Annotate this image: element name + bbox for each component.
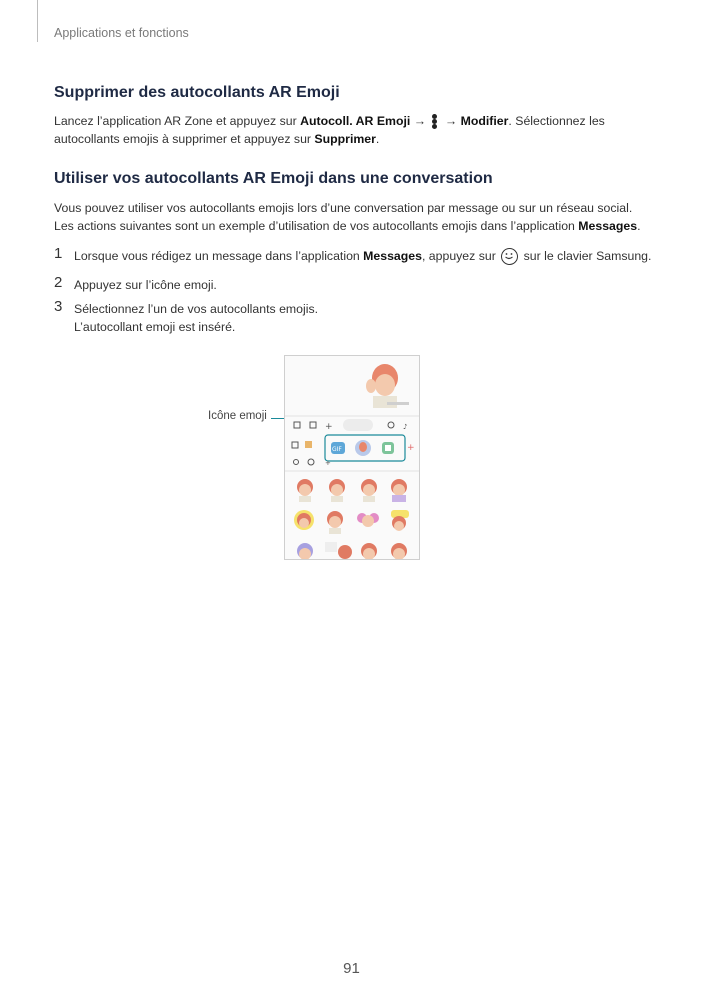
page-number: 91 xyxy=(343,960,360,977)
menu-delete: Supprimer xyxy=(314,132,376,146)
section-title-delete: Supprimer des autocollants AR Emoji xyxy=(54,84,340,101)
step-1: Lorsque vous rédigez un message dans l’application Messages, appuyez sur sur le clavier Samsung. xyxy=(74,247,651,265)
phone-screenshot xyxy=(284,355,420,560)
section-title-use: Utiliser vos autocollants AR Emoji dans une conversation xyxy=(54,170,493,187)
running-header: Applications et fonctions xyxy=(54,26,189,40)
margin-rule xyxy=(37,0,38,42)
menu-edit: Modifier xyxy=(460,114,509,128)
step-number: 2 xyxy=(54,274,63,291)
menu-ar-emoji-stickers: Autocoll. AR Emoji xyxy=(300,114,411,128)
svg-text:GIF: GIF xyxy=(332,446,342,453)
more-options-icon xyxy=(432,114,438,129)
step-2: Appuyez sur l’icône emoji. xyxy=(74,278,217,292)
sticker-keyboard-illustration xyxy=(285,356,419,559)
svg-text:+: + xyxy=(325,422,333,432)
step-number: 3 xyxy=(54,298,63,315)
svg-text:+: + xyxy=(407,443,415,453)
sent-sticker xyxy=(366,364,398,408)
step-number: 1 xyxy=(54,245,63,262)
app-messages: Messages xyxy=(578,219,638,233)
emoji-icon xyxy=(501,248,518,265)
paragraph-use: Vous pouvez utiliser vos autocollants emojis lors d’une conversation par message ou sur un réseau social. Les actions suivantes sont un exemple d’utilisation de vos autocollants emojis dans l’application Messages. xyxy=(54,201,641,233)
step-3: Sélectionnez l’un de vos autocollants emojis. L’autocollant emoji est inséré. xyxy=(74,302,319,334)
callout-emoji-icon: Icône emoji xyxy=(208,410,267,422)
svg-text:♪: ♪ xyxy=(403,423,408,431)
paragraph-delete: Lancez l’application AR Zone et appuyez sur Autocoll. AR Emoji → → Modifier. Sélectionnez les autocollants emojis à supprimer et appuyez sur Supprimer. xyxy=(54,114,605,146)
svg-text:+: + xyxy=(325,459,331,467)
sticker-grid xyxy=(294,479,409,559)
